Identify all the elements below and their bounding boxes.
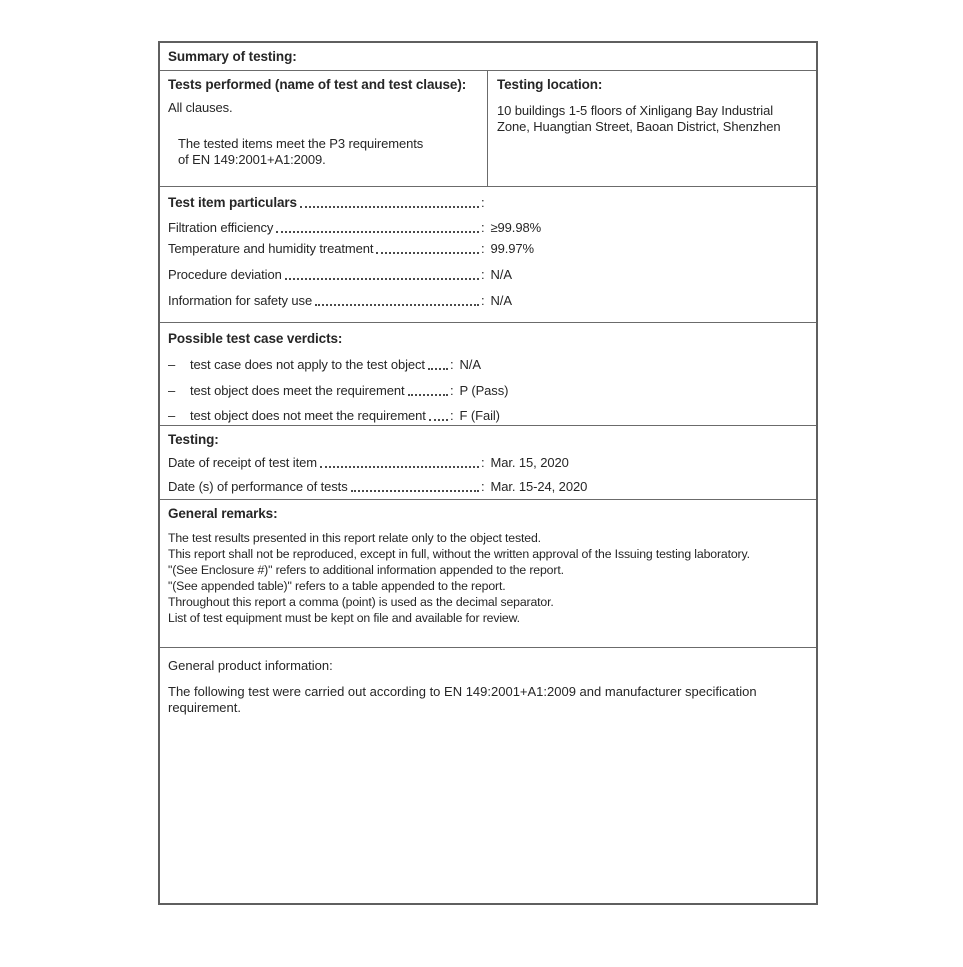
particulars-value: ≥99.98%	[490, 220, 542, 235]
remark-line: "(See Enclosure #)" refers to additional information appended to the report.	[168, 563, 564, 577]
tests-performed-cell	[160, 71, 488, 186]
section-tests-performed-location	[160, 71, 816, 187]
verdicts-title: Possible test case verdicts:	[168, 331, 343, 346]
particulars-row	[168, 240, 808, 257]
testing-location-address-line2: Zone, Huangtian Street, Baoan District, Shenzhen	[497, 119, 781, 134]
remark-line: The test results presented in this report relate only to the object tested.	[168, 531, 541, 545]
colon: :	[481, 241, 485, 256]
verdict-label: test object does not meet the requirement	[190, 408, 426, 423]
colon: :	[481, 267, 485, 282]
verdict-value: P (Pass)	[459, 383, 509, 398]
section-test-item-particulars	[160, 187, 816, 323]
tests-performed-note	[168, 136, 479, 168]
dot-leader	[429, 407, 448, 421]
testing-location-cell	[488, 71, 816, 186]
section-possible-test-case-verdicts	[160, 323, 816, 426]
particulars-label: Information for safety use	[168, 293, 313, 308]
verdict-label: test object does meet the requirement	[190, 383, 405, 398]
particulars-title-line	[168, 194, 808, 211]
dash-bullet: –	[168, 408, 176, 423]
verdict-row	[168, 382, 808, 399]
dot-leader	[351, 478, 479, 492]
testing-label: Date of receipt of test item	[168, 455, 317, 470]
general-product-info-body: The following test were carried out according to EN 149:2001+A1:2009 and manufacturer specification requirement.	[168, 684, 757, 715]
verdict-row	[168, 356, 808, 373]
testing-row	[168, 454, 808, 471]
particulars-value: 99.97%	[490, 241, 535, 256]
verdict-row	[168, 407, 808, 424]
test-report-table	[158, 41, 818, 905]
general-product-info-title: General product information:	[168, 658, 333, 673]
particulars-label: Temperature and humidity treatment	[168, 241, 374, 256]
particulars-value: N/A	[490, 293, 512, 308]
dot-leader	[315, 292, 479, 306]
dot-leader	[428, 356, 448, 370]
tests-performed-line: All clauses.	[168, 100, 233, 115]
tests-performed-title: Tests performed (name of test and test clause):	[168, 77, 467, 92]
dot-leader	[408, 382, 448, 396]
colon: :	[481, 195, 485, 210]
colon: :	[450, 408, 454, 423]
particulars-label: Procedure deviation	[168, 267, 282, 282]
particulars-row	[168, 266, 808, 283]
verdict-label: test case does not apply to the test object	[190, 357, 425, 372]
dot-leader	[285, 266, 479, 280]
dot-leader	[376, 240, 479, 254]
dot-leader	[300, 194, 479, 208]
colon: :	[450, 383, 454, 398]
dot-leader	[320, 454, 479, 468]
colon: :	[481, 293, 485, 308]
section-summary-of-testing	[160, 43, 816, 71]
testing-value: Mar. 15, 2020	[490, 455, 569, 470]
testing-title: Testing:	[168, 432, 219, 447]
testing-location-address	[497, 103, 808, 135]
colon: :	[450, 357, 454, 372]
verdict-value: N/A	[459, 357, 481, 372]
remark-line: This report shall not be reproduced, except in full, without the written approval of the Issuing testing laboratory.	[168, 547, 750, 561]
testing-location-address-line1: 10 buildings 1-5 floors of Xinligang Bay Industrial	[497, 103, 774, 118]
tests-performed-note-line2: of EN 149:2001+A1:2009.	[178, 152, 326, 167]
testing-value: Mar. 15-24, 2020	[490, 479, 588, 494]
particulars-title: Test item particulars	[168, 195, 297, 210]
section-testing	[160, 426, 816, 500]
general-remarks-title: General remarks:	[168, 506, 278, 521]
particulars-value: N/A	[490, 267, 512, 282]
colon: :	[481, 479, 485, 494]
dot-leader	[276, 219, 479, 233]
testing-location-title: Testing location:	[497, 77, 603, 92]
summary-title: Summary of testing:	[168, 49, 297, 64]
general-remarks-body	[168, 530, 808, 626]
testing-row	[168, 478, 808, 495]
section-general-remarks	[160, 500, 816, 648]
dash-bullet: –	[168, 357, 176, 372]
remark-line: "(See appended table)" refers to a table appended to the report.	[168, 579, 506, 593]
testing-label: Date (s) of performance of tests	[168, 479, 348, 494]
section-general-product-information	[160, 648, 816, 903]
colon: :	[481, 455, 485, 470]
dash-bullet: –	[168, 383, 176, 398]
verdict-value: F (Fail)	[459, 408, 500, 423]
remark-line: Throughout this report a comma (point) is used as the decimal separator.	[168, 595, 554, 609]
remark-line: List of test equipment must be kept on file and available for review.	[168, 611, 520, 625]
particulars-row	[168, 219, 808, 236]
colon: :	[481, 220, 485, 235]
particulars-row	[168, 292, 808, 309]
particulars-label: Filtration efficiency	[168, 220, 274, 235]
tests-performed-note-line1: The tested items meet the P3 requirements	[178, 136, 424, 151]
